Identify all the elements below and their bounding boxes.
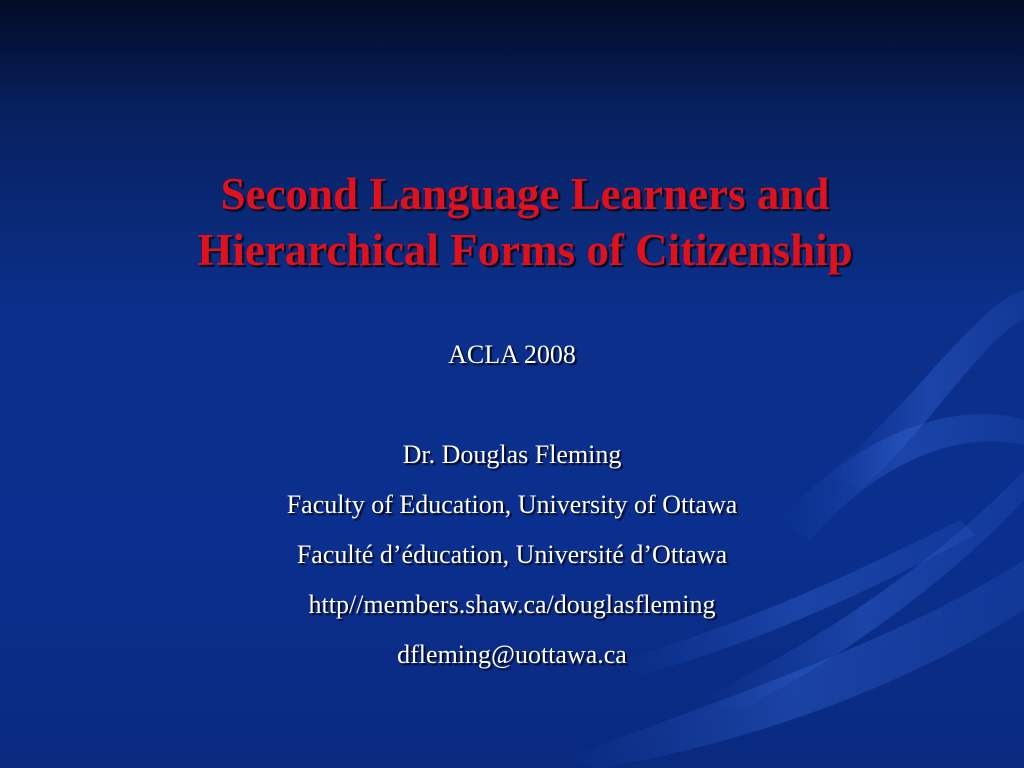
slide-subtitle-block xyxy=(112,330,912,680)
slide-title-line-1: Second Language Learners and xyxy=(220,169,830,219)
email-link[interactable]: dfleming@uottawa.ca xyxy=(397,640,627,669)
author-name: Dr. Douglas Fleming xyxy=(402,440,622,469)
affiliation-french: Faculté d’éducation, Université d’Ottawa xyxy=(296,540,728,569)
slide-title-line-2: Hierarchical Forms of Citizenship xyxy=(197,225,853,275)
website-link[interactable]: http//members.shaw.ca/douglasfleming xyxy=(308,590,716,619)
affiliation-english: Faculty of Education, University of Ottawa xyxy=(286,490,738,519)
slide-title xyxy=(100,166,950,278)
spacer xyxy=(112,380,912,430)
event-name: ACLA 2008 xyxy=(448,340,576,369)
